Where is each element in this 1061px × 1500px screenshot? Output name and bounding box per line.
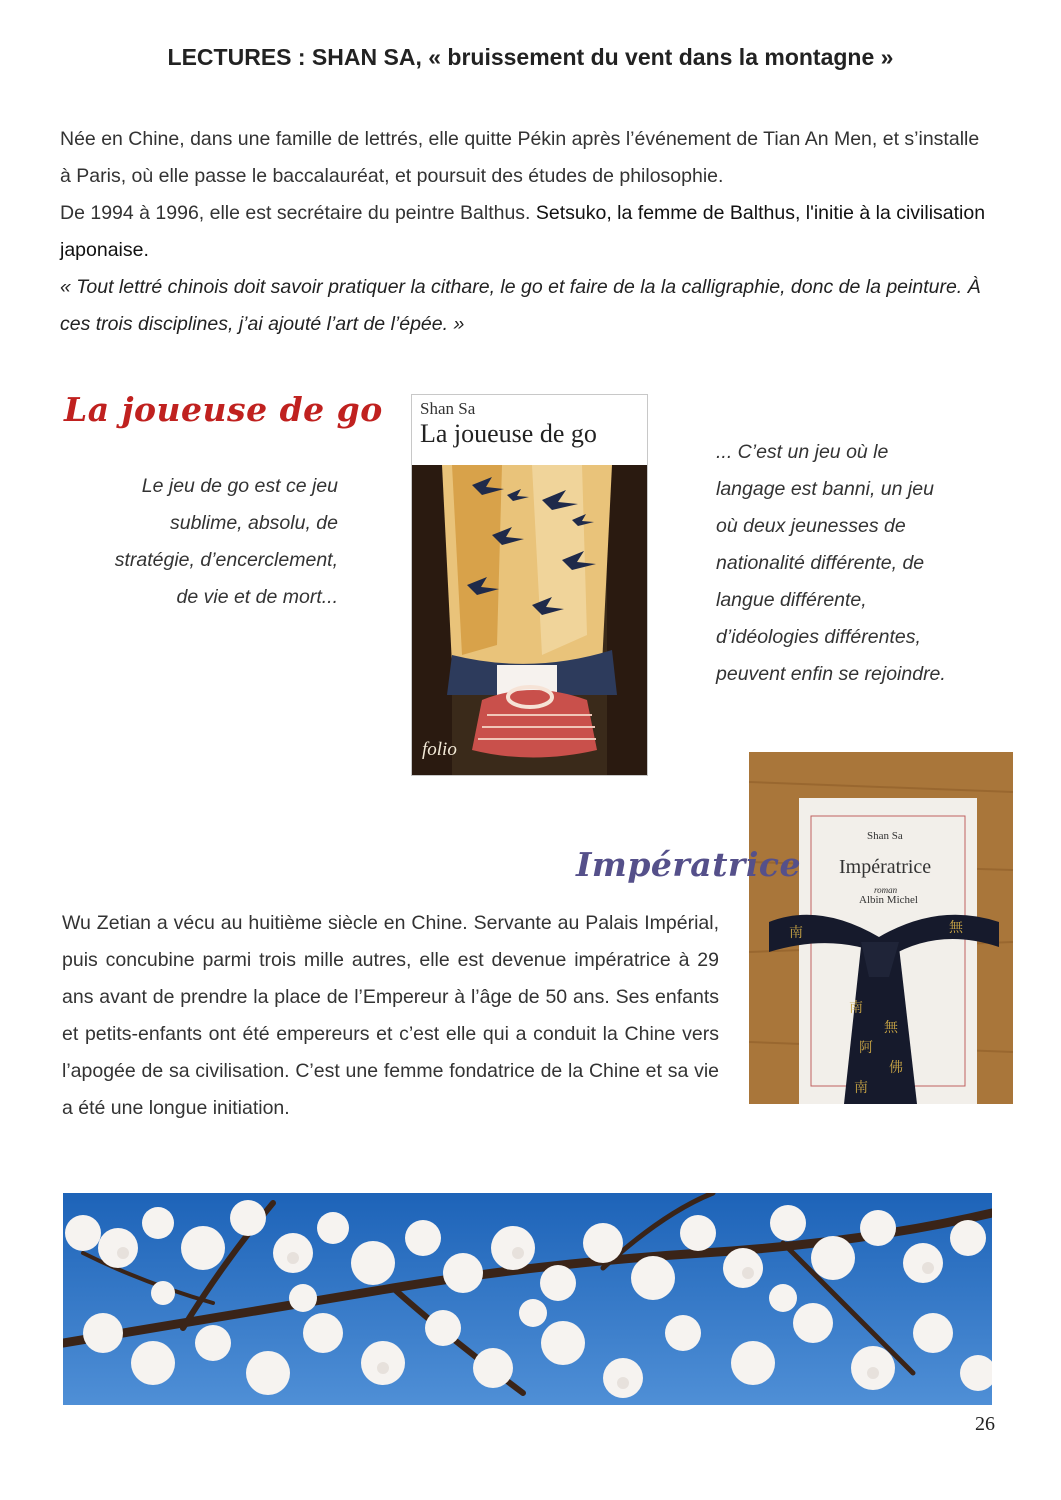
photo-cover-subtitle: roman [874,885,898,895]
imperatrice-book-photo [749,752,1013,1104]
cover-publisher: folio [422,739,457,760]
quote-right-line: ... C’est un jeu où le [716,441,889,463]
joueuse-heading: La joueuse de go [64,390,383,429]
quote-right-line: nationalité différente, de [716,552,925,574]
joueuse-quote-left [80,468,338,616]
svg-text:南: 南 [854,1080,868,1096]
intro-paragraph-2 [60,195,995,269]
quote-right-line: langue différente, [716,589,867,611]
quote-left-line: stratégie, d’encerclement, [114,549,338,571]
kimono-illustration [412,465,647,775]
photo-cover-title: Impératrice [839,856,932,878]
quote-right-line: langage est banni, un jeu [716,478,934,500]
intro-quote: « Tout lettré chinois doit savoir pratiquer la cithare, le go et faire de la la calligraphie, donc de la peinture. À ces trois disciplines, j’ai ajouté l’art de l’épée. » [60,276,981,335]
imperatrice-heading: Impératrice [576,845,801,884]
quote-right-line: d’idéologies différentes, [716,626,921,648]
page-title: LECTURES : SHAN SA, « bruissement du vent dans la montagne » [167,44,894,70]
quote-left-line: de vie et de mort... [176,586,338,608]
cherry-blossom-banner [63,1193,992,1405]
photo-cover-author: Shan Sa [867,830,903,842]
imperatrice-text: Wu Zetian a vécu au huitième siècle en Chine. Servante au Palais Impérial, puis concubine parmi trois mille autres, elle est devenue impératrice à 29 ans avant de prendre la place de l’Empereur à l’âge de 50 ans. Ses enfants et petits-enfants ont été empereurs et c’est elle qui a conduit la Chine vers l’apogée de sa civilisation. C’est une femme fondatrice de la Chine et sa vie a été une longue initiation. [62,912,719,1119]
cover-author: Shan Sa [420,399,476,418]
intro-paragraph-1: Née en Chine, dans une famille de lettrés, elle quitte Pékin après l’événement de Tian An Men, et s’installe à Paris, où elle passe le baccalauréat, et poursuit des études de philosophie. [60,128,980,187]
intro-setsuko: Setsuko, la femme de Balthus, l'initie à la civilisation japonaise. [60,202,986,261]
intro-text [60,121,995,343]
photo-cover-publisher: Albin Michel [859,894,918,906]
svg-text:南: 南 [789,925,803,941]
svg-text:阿: 阿 [859,1040,873,1056]
quote-left-line: Le jeu de go est ce jeu [141,475,338,497]
quote-left-line: sublime, absolu, de [169,512,338,534]
quote-right-line: où deux jeunesses de [716,515,906,537]
joueuse-book-cover [411,394,648,776]
page-number: 26 [975,1413,995,1435]
svg-text:佛: 佛 [889,1060,903,1076]
intro-balthus: De 1994 à 1996, elle est secrétaire du peintre Balthus. [60,202,536,224]
joueuse-quote-right [716,434,1006,693]
quote-right-line: peuvent enfin se rejoindre. [716,663,946,685]
svg-text:無: 無 [949,920,963,936]
svg-text:無: 無 [884,1020,898,1036]
svg-text:南: 南 [849,1000,863,1016]
cover-title: La joueuse de go [420,419,597,448]
